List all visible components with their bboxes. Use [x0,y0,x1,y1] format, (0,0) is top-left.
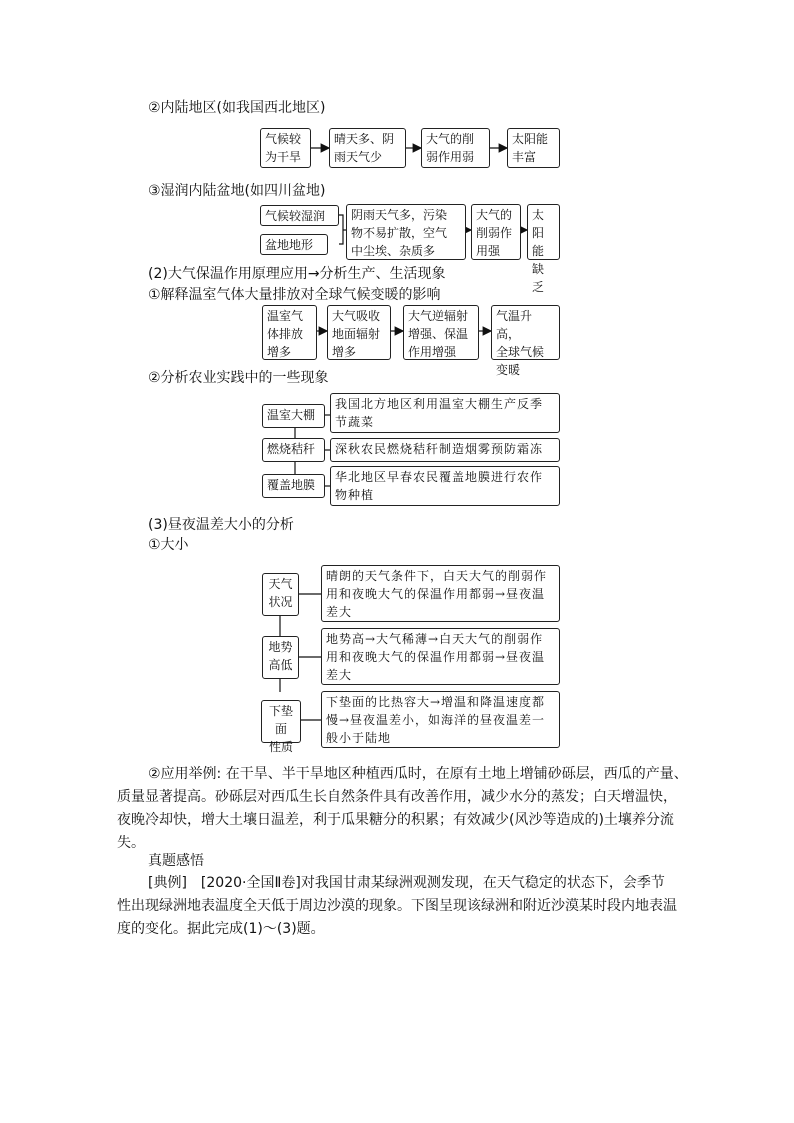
box-line: 温室气 [267,309,304,323]
box-line: 性质 [268,740,293,754]
agri-text-box [330,438,560,462]
box-line: 为干旱 [265,150,302,164]
cause-box: 气候较湿润 [260,205,339,226]
box-line: 地势高→大气稀薄→白天大气的削弱作 [326,632,544,646]
flow-box [327,305,391,360]
box-line: 差大 [326,605,353,619]
box-line: 大气逆辐射 [408,309,469,323]
box-line: 大气吸收 [332,309,381,323]
box-line: 我国北方地区利用温室大棚生产反季 [335,397,544,411]
box-line: 雨天气少 [334,150,383,164]
box-line: 地面辐射 [332,327,381,341]
para-line: 夜晚冷却快，增大土壤日温差，利于瓜果糖分的积累；有效减少(风沙等造成的)土壤养分流 [117,812,674,828]
flow-box [260,128,311,168]
box-line: 增多 [332,345,357,359]
sub-heading: ②分析农业实践中的一些现象 [148,370,329,386]
para-line: 失。 [117,835,145,851]
agri-label-box: 燃烧秸秆 [262,438,325,462]
para-line: 度的变化。据此完成(1)～(3)题。 [117,921,325,937]
box-line: 气温升高， [496,309,533,341]
box-line: 全球气候 [496,345,545,359]
flow-box [262,305,317,360]
box-line: 弱作用弱 [426,150,475,164]
section-heading: ②内陆地区(如我国西北地区) [148,100,326,116]
box-line: 节蔬菜 [335,415,375,429]
box-line: 华北地区早春农民覆盖地膜进行农作 [335,470,544,484]
para-line: 性出现绿洲地表温度全天低于周边沙漠的现象。下图呈现该绿洲和附近沙漠某时段内地表温 [117,898,677,914]
section-heading: 真题感悟 [148,853,204,869]
flow-box [329,128,406,168]
flow-box [527,204,560,294]
para-line: 质量显著提高。砂砾层对西瓜生长自然条件具有改善作用，减少水分的蒸发；白天增温快， [117,789,677,805]
flow-box [507,128,560,168]
agri-text-box [330,393,560,433]
section-heading: (3)昼夜温差大小的分析 [148,517,294,533]
para-line: ②应用举例: 在干旱、半干旱地区种植西瓜时，在原有土地上增铺砂砾层，西瓜的产量、 [148,766,688,782]
box-line: 用和夜晚大气的保温作用都弱→昼夜温 [326,587,546,601]
box-line: 天气 [268,577,293,591]
flow-box [346,204,466,260]
box-line: 慢→昼夜温差小，如海洋的昼夜温差一 [326,713,546,727]
factor-label-box [262,636,299,679]
box-line: 丰富 [512,150,537,164]
box-line: 状况 [268,595,293,609]
cause-box: 盆地地形 [260,234,328,255]
box-line: 阴雨天气多，污染 [351,208,448,222]
para-line: [典例] [2020·全国Ⅱ卷]对我国甘肃某绿洲观测发现，在天气稳定的状态下，会季节 [148,875,665,891]
example-paragraph [117,763,687,855]
box-line: 太阳 [532,208,545,240]
sub-heading: ①解释温室气体大量排放对全球气候变暖的影响 [148,287,441,303]
box-line: 大气的削 [426,132,475,146]
flow-box [403,305,479,360]
box-line: 深秋农民燃烧秸秆制造烟雾预防霜冻 [335,442,544,456]
factor-text-box [321,565,560,622]
box-line: 能缺 [532,244,545,276]
flow-box [421,128,490,168]
flow-box [471,204,521,260]
box-line: 气候较 [265,132,302,146]
factor-label-box [262,573,299,616]
sub-heading: ①大小 [148,537,189,553]
agri-label-box: 覆盖地膜 [262,474,325,498]
box-line: 下垫面的比热容大→增温和降温速度都 [326,695,546,709]
flow-box [491,305,560,377]
box-line: 下垫面 [268,704,293,736]
bracket [339,215,343,244]
factor-text-box [321,691,560,748]
box-line: 物种植 [335,488,375,502]
box-line: 大气的 [476,208,513,222]
section-heading: (2)大气保温作用原理应用→分析生产、生活现象 [148,266,446,282]
section-heading: ③湿润内陆盆地(如四川盆地) [148,183,326,199]
agri-text-box [330,466,560,506]
box-line: 乏 [532,280,545,294]
box-line: 增多 [267,345,292,359]
box-line: 体排放 [267,327,304,341]
box-line: 用强 [476,244,501,258]
box-line: 晴朗的天气条件下，白天大气的削弱作 [326,569,548,583]
box-line: 作用增强 [408,345,457,359]
box-line: 物不易扩散，空气 [351,226,448,240]
box-line: 般小于陆地 [326,731,392,745]
box-line: 用和夜晚大气的保温作用都弱→昼夜温 [326,650,546,664]
box-line: 太阳能 [512,132,549,146]
box-line: 差大 [326,668,353,682]
box-line: 削弱作 [476,226,513,240]
box-line: 变暖 [496,363,521,377]
factor-text-box [321,628,560,685]
box-line: 中尘埃、杂质多 [351,244,436,258]
box-line: 高低 [268,658,293,672]
agri-label-box: 温室大棚 [262,404,325,428]
question-paragraph [117,872,687,941]
box-line: 增强、保温 [408,327,469,341]
box-line: 地势 [268,640,293,654]
box-line: 晴天多、阴 [334,132,395,146]
factor-label-box [261,700,301,754]
